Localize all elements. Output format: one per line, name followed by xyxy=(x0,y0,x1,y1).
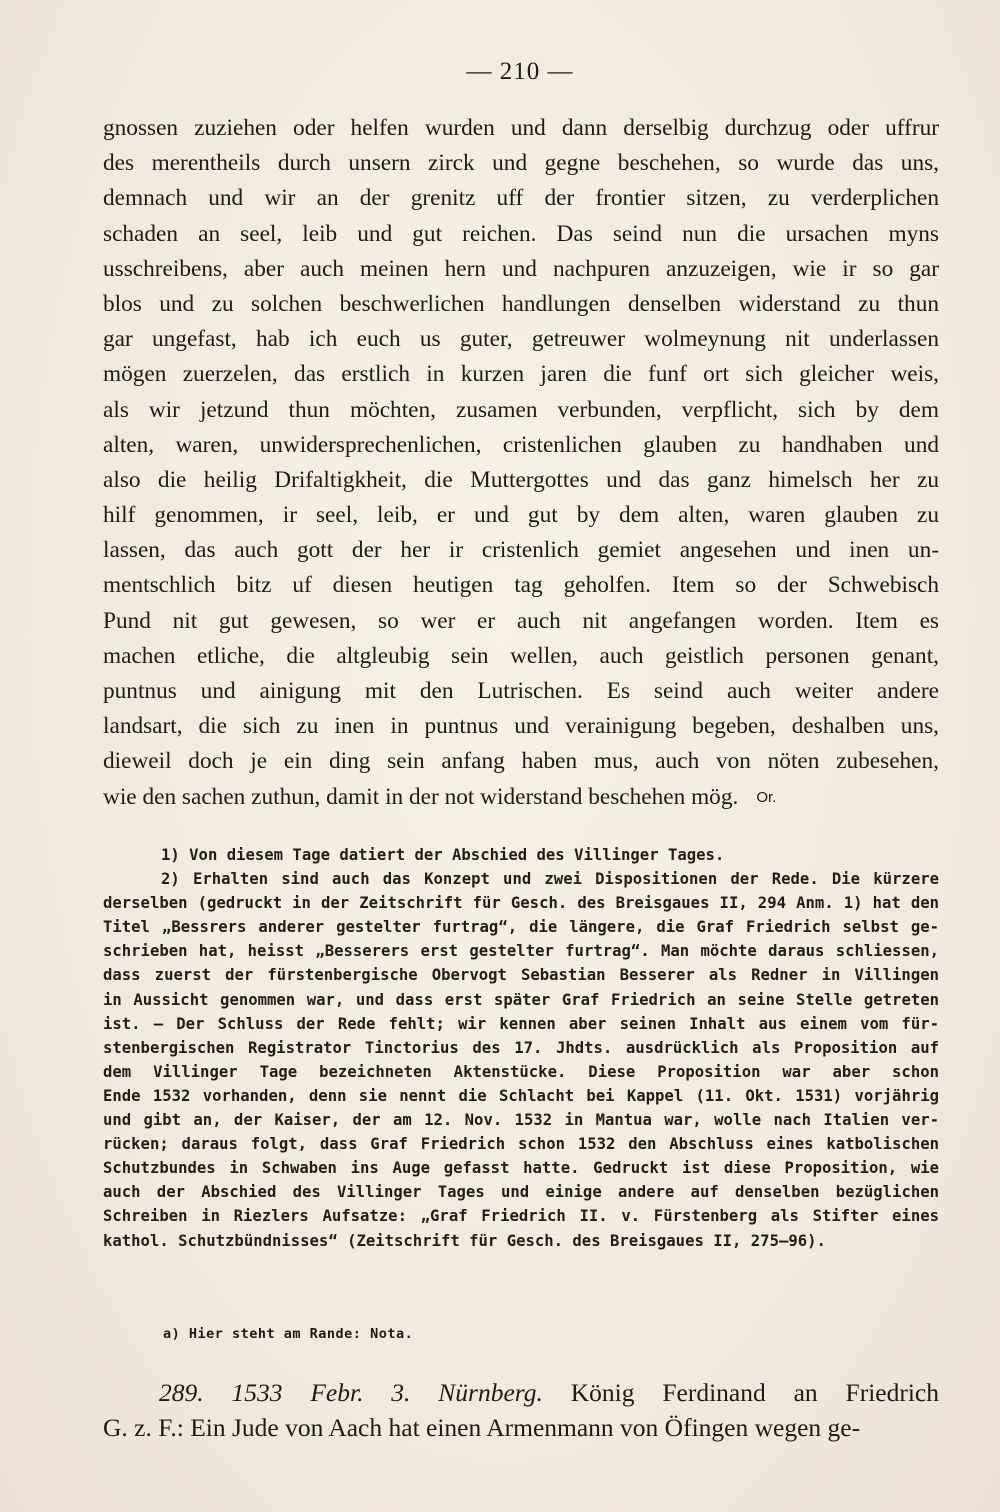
last-line-text: wie den sachen zuthun, damit in der not widerstand beschehen mög. xyxy=(103,783,739,810)
footnote-2-line: kathol. Schutzbündnisses“ (Zeitschrift für Gesch. des Breisgaues II, 275–96). xyxy=(103,1231,826,1250)
footnotes-block xyxy=(103,843,939,1253)
footnote-2-line: dass zuerst der fürstenbergische Obervogt Sebastian Besserer als Redner in Villingen xyxy=(103,966,939,985)
text-line: alten, waren, unwidersprechenlichen, cristenlichen glauben zu handhaben und xyxy=(103,431,939,458)
entry-line xyxy=(103,1375,939,1410)
text-line: hilf genommen, ir seel, leib, er und gut by dem alten, waren glauben zu xyxy=(103,502,939,529)
text-line: machen etliche, die altgleubig sein wellen, auch geistlich personen genant, xyxy=(103,642,939,669)
document-entry xyxy=(103,1375,939,1445)
footnote-2-line: 2) Erhalten sind auch das Konzept und zwei Dispositionen der Rede. Die kürzere xyxy=(161,870,939,889)
text-line: gnossen zuziehen oder helfen wurden und dann derselbig durchzug oder uffrur xyxy=(103,115,939,141)
text-line-last xyxy=(103,780,939,815)
text-line: mentschlich bitz uf diesen heutigen tag geholfen. Item so der Schwebisch xyxy=(103,572,939,599)
footnote-2-line: auch der Abschied des Villinger Tages und einige andere auf denselben bezüglichen xyxy=(103,1183,939,1202)
footnote-2-line: ist. — Der Schluss der Rede fehlt; wir kennen aber seinen Inhalt aus einem vom für- xyxy=(103,1014,939,1033)
text-line: mögen zuerzelen, das erstlich in kurzen jaren die funf ort sich gleicher weis, xyxy=(103,361,939,388)
margin-note: a) Hier steht am Rande: Nota. xyxy=(163,1326,414,1342)
footnote-2-line: derselben (gedruckt in der Zeitschrift für Gesch. des Breisgaues II, 294 Anm. 1) hat den xyxy=(103,894,939,913)
text-line: blos und zu solchen beschwerlichen handlungen denselben widerstand zu thun xyxy=(103,290,939,317)
footnote-2-line: stenbergischen Registrator Tinctorius des 17. Jhdts. ausdrücklich als Proposition auf xyxy=(103,1038,939,1057)
footnote-2-line: dem Villinger Tage bezeichneten Aktenstücke. Diese Proposition war aber schon xyxy=(103,1062,939,1081)
footnote-2-line: und gibt an, der Kaiser, der am 12. Nov. 1532 in Mantua war, wolle nach Italien ver- xyxy=(103,1111,939,1130)
text-line: als wir jetzund thun möchten, zusamen verbunden, verpflicht, sich by dem xyxy=(103,396,939,423)
text-line: Pund nit gut gewesen, so wer er auch nit angefangen worden. Item es xyxy=(103,607,939,634)
entry-text: König Ferdinand an Friedrich xyxy=(570,1378,939,1407)
text-line: landsart, die sich zu inen in puntnus und verainigung begeben, deshalben uns, xyxy=(103,713,939,740)
entry-line: G. z. F.: Ein Jude von Aach hat einen Armenmann von Öfingen wegen ge- xyxy=(103,1413,861,1442)
footnote-2-line: Schutzbundes in Schwaben ins Auge gefasst hatte. Gedruckt ist diese Proposition, wie xyxy=(103,1159,939,1178)
text-line: des merentheils durch unsern zirck und gegne beschehen, so wurde das uns, xyxy=(103,150,939,177)
footnote-2-line: Titel „Bessrers anderer gestelter furtrag“, die längere, die Graf Friedrich selbst ge- xyxy=(103,918,939,937)
text-line: lassen, das auch gott der her ir cristenlich gemiet angesehen und inen un- xyxy=(103,537,939,564)
text-line: usschreibens, aber auch meinen hern und nachpuren anzuzeigen, wie ir so gar xyxy=(103,255,939,282)
text-line: demnach und wir an der grenitz uff der frontier sitzen, zu verderplichen xyxy=(103,185,939,212)
page-number: — 210 — xyxy=(466,58,574,85)
text-line: dieweil doch je ein ding sein anfang haben mus, auch von nöten zubesehen, xyxy=(103,748,939,775)
footnote-2-line: in Aussicht genommen war, und dass erst später Graf Friedrich an seine Stelle getreten xyxy=(103,990,939,1009)
footnote-2-line: Schreiben in Riezlers Aufsatze: „Graf Friedrich II. v. Fürstenberg als Stifter eines xyxy=(103,1207,939,1226)
main-text-block xyxy=(103,111,939,815)
text-line: also die heilig Drifaltigkheit, die Muttergottes und das ganz himelsch her zu xyxy=(103,466,939,493)
footnote-2-line: Ende 1532 vorhanden, denn sie nennt die Schlacht bei Kappel (11. Okt. 1531) vorjährig xyxy=(103,1086,939,1105)
footnote-2-line: rücken; daraus folgt, dass Graf Friedrich schon 1532 den Abschluss eines katbolischen xyxy=(103,1135,939,1154)
entry-heading: 289. 1533 Febr. 3. Nürnberg. xyxy=(159,1378,543,1407)
source-marker: Or. xyxy=(756,788,777,806)
text-line: gar ungefast, hab ich euch us guter, getreuwer wolmeynung nit underlassen xyxy=(103,326,939,353)
footnote-1: 1) Von diesem Tage datiert der Abschied des Villinger Tages. xyxy=(161,846,725,864)
text-line: puntnus und ainigung mit den Lutrischen. Es seind auch weiter andere xyxy=(103,678,939,704)
text-line: schaden an seel, leib und gut reichen. Das seind nun die ursachen myns xyxy=(103,220,939,247)
footnote-2-line: schrieben hat, heisst „Besserers erst gestelter furtrag“. Man möchte daraus schliessen, xyxy=(103,942,939,961)
